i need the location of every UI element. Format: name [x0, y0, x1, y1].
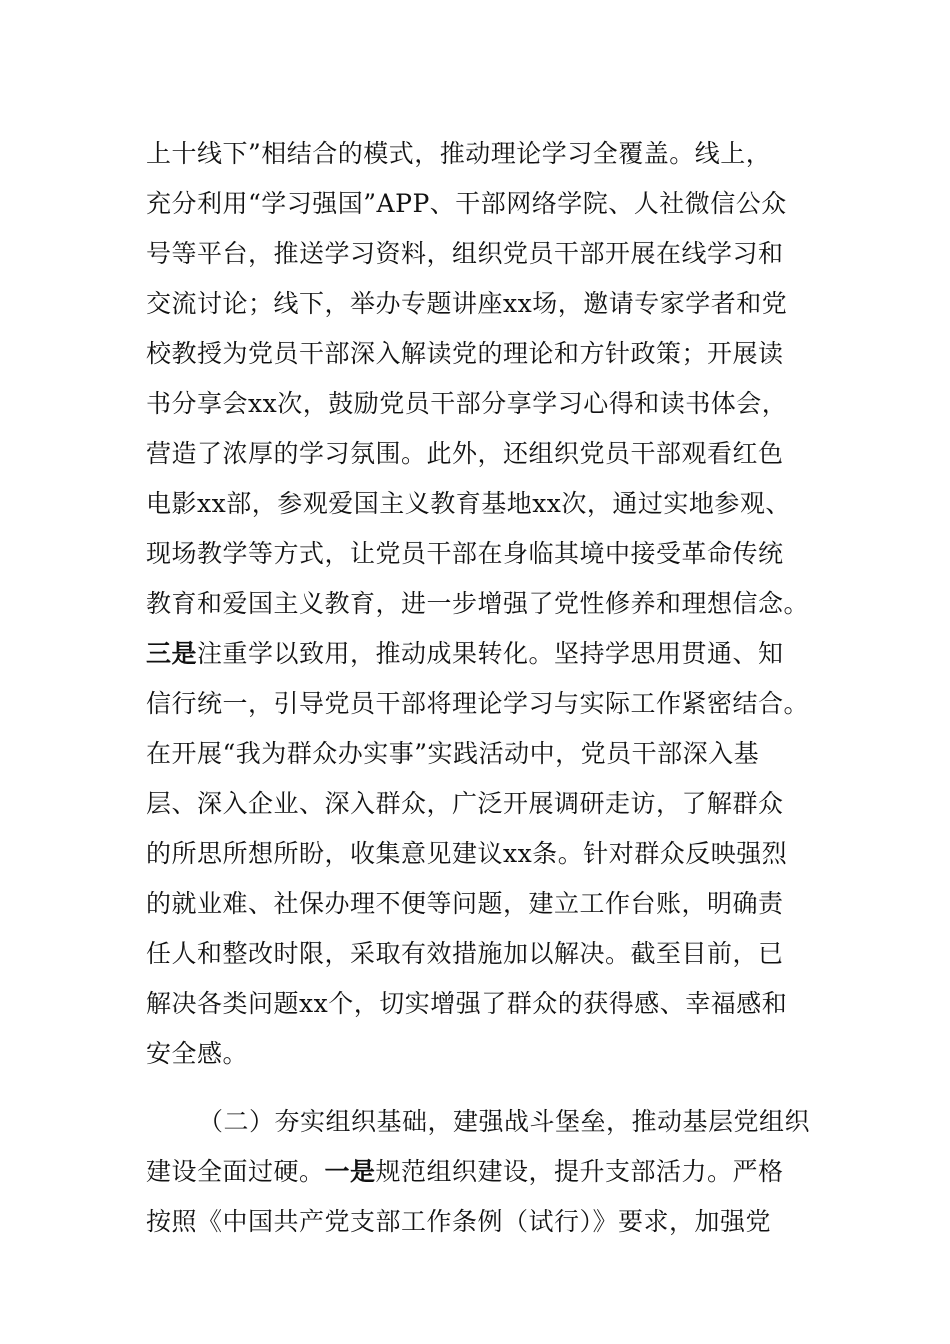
text-line-10: 教育和爱国主义教育，进一步增强了党性修养和理想信念。	[146, 589, 810, 618]
text-line-21	[146, 1147, 826, 1197]
text-line-13: 在开展“我为群众办实事”实践活动中，党员干部深入基	[146, 739, 760, 768]
text-line-14: 层、深入企业、深入群众，广泛开展调研走访，了解群众	[146, 789, 784, 818]
text-line-6: 书分享会xx次，鼓励党员干部分享学习心得和读书体会，	[146, 389, 788, 418]
text-line-4: 交流讨论；线下，举办专题讲座xx场，邀请专家学者和党	[146, 289, 788, 318]
text-line-12: 信行统一，引导党员干部将理论学习与实际工作紧密结合。	[146, 689, 810, 718]
text-line-8: 电影xx部，参观爱国主义教育基地xx次，通过实地参观、	[146, 489, 791, 518]
text-line-11	[146, 629, 826, 679]
text-line-1: 上十线下”相结合的模式，推动理论学习全覆盖。线上，	[146, 139, 772, 168]
text-line-19: 安全感。	[146, 1039, 249, 1068]
text-line-5: 校教授为党员干部深入解读党的理论和方针政策；开展读	[146, 339, 784, 368]
text-line-2: 充分利用“学习强国”APP、干部网络学院、人社微信公众	[146, 189, 787, 218]
text-line-21-rest: 规范组织建设，提升支部活力。严格	[375, 1157, 784, 1186]
text-line-3: 号等平台，推送学习资料，组织党员干部开展在线学习和	[146, 239, 784, 268]
text-line-11-rest: 注重学以致用，推动成果转化。坚持学思用贯通、知	[197, 639, 784, 668]
text-line-18: 解决各类问题xx个，切实增强了群众的获得感、幸福感和	[146, 989, 788, 1018]
text-line-15: 的所思所想所盼，收集意见建议xx条。针对群众反映强烈	[146, 839, 788, 868]
text-line-22: 按照《中国共产党支部工作条例（试行）》要求，加强党	[146, 1207, 772, 1236]
text-line-21-start: 建设全面过硬。	[146, 1157, 325, 1186]
text-line-9: 现场教学等方式，让党员干部在身临其境中接受革命传统	[146, 539, 784, 568]
bold-lead-san-shi: 三是	[146, 639, 198, 668]
text-line-17: 任人和整改时限，采取有效措施加以解决。截至目前，已	[146, 939, 784, 968]
text-line-7: 营造了浓厚的学习氛围。此外，还组织党员干部观看红色	[146, 439, 784, 468]
bold-lead-yi-shi: 一是	[324, 1157, 376, 1186]
section-heading-line: （二）夯实组织基础，建强战斗堡垒，推动基层党组织	[198, 1107, 811, 1136]
text-line-16: 的就业难、社保办理不便等问题，建立工作台账，明确责	[146, 889, 784, 918]
